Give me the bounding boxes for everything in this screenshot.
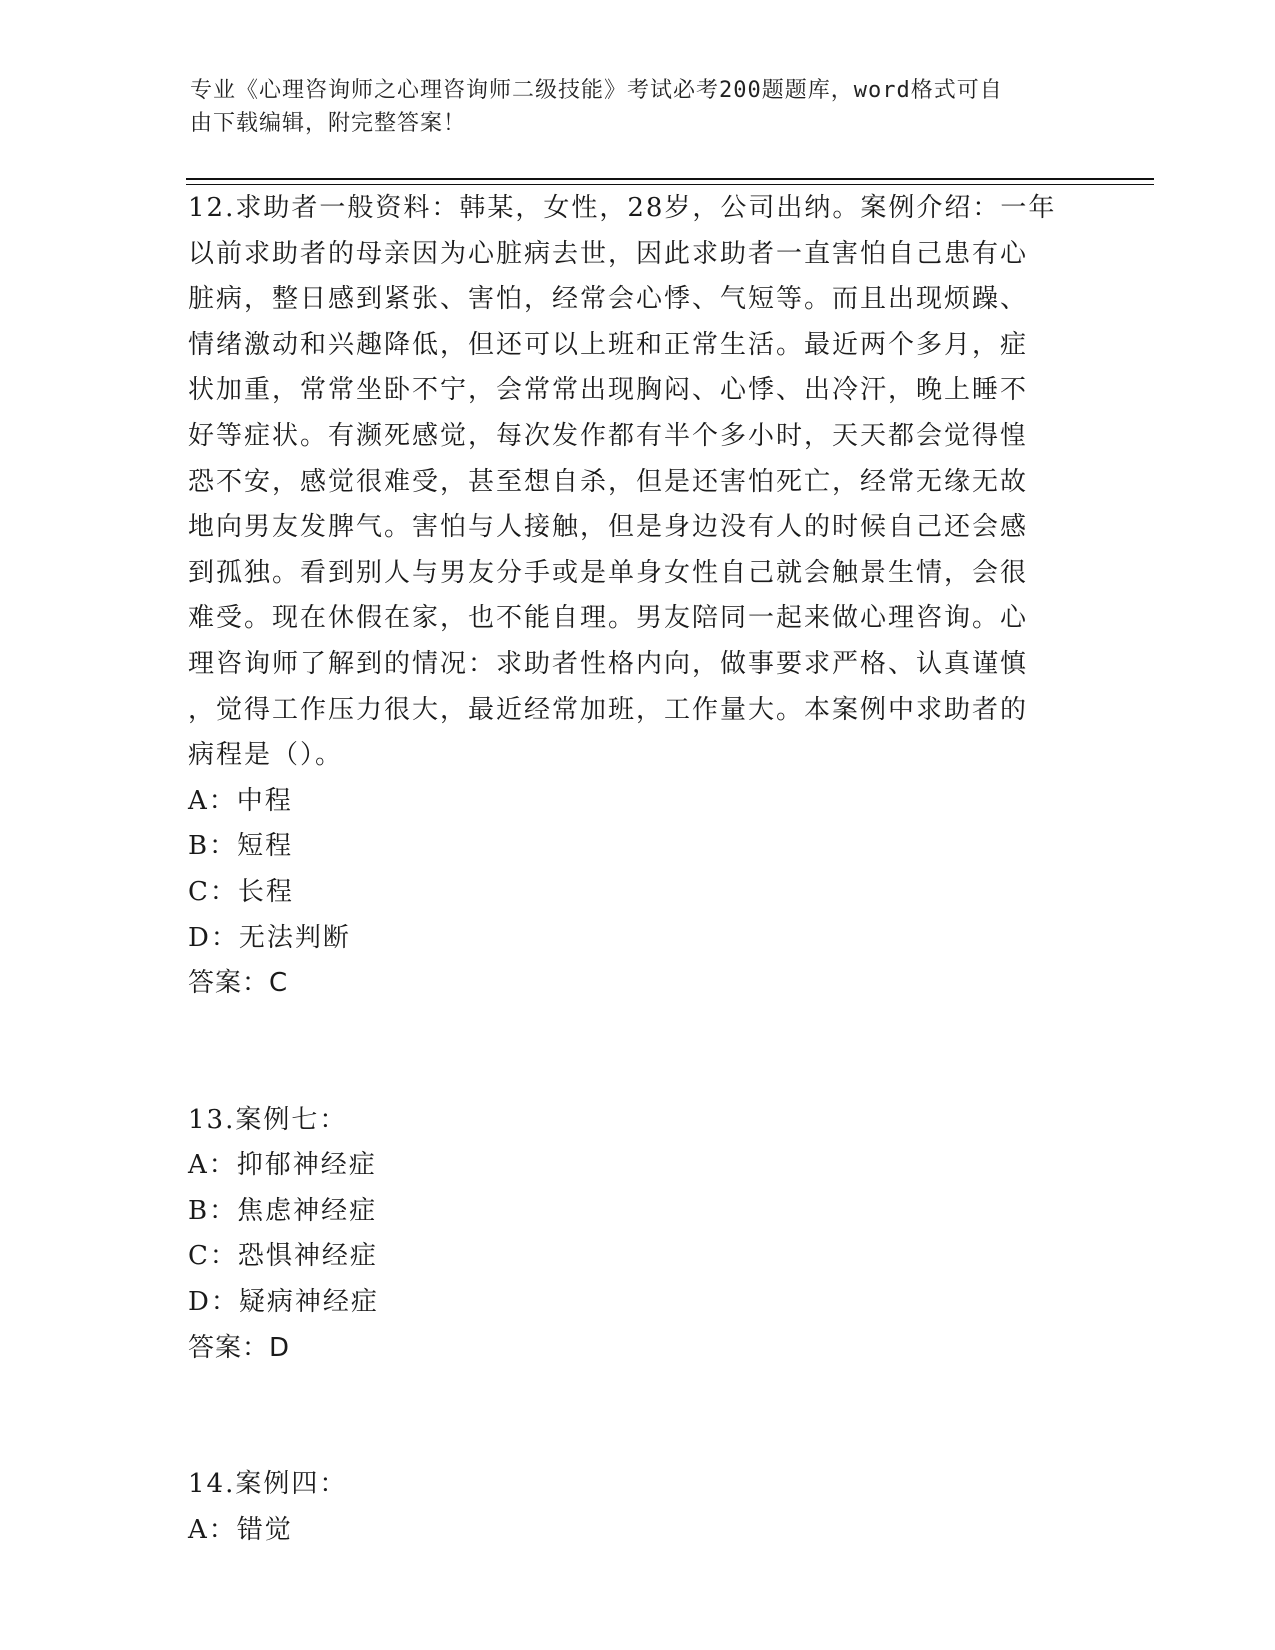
question-stem-line: 理咨询师了解到的情况：求助者性格内向，做事要求严格、认真谨慎 [188, 648, 1029, 679]
question-12 [188, 186, 1093, 1007]
question-14 [188, 1462, 1093, 1553]
answer-line: 答案：C [188, 968, 289, 999]
option-a: A：中程 [188, 785, 293, 816]
option-a: A：错觉 [188, 1514, 293, 1545]
option-b: B：焦虑神经症 [188, 1195, 378, 1226]
question-stem-line: 恐不安，感觉很难受，甚至想自杀，但是还害怕死亡，经常无缘无故 [188, 466, 1029, 497]
option-d: D：无法判断 [188, 922, 351, 953]
header-divider-thin [186, 184, 1154, 185]
question-stem-line: 到孤独。看到别人与男友分手或是单身女性自己就会触景生情，会很 [188, 557, 1029, 588]
option-c: C：恐惧神经症 [188, 1241, 378, 1272]
header-line-2: 由下载编辑，附完整答案！ [190, 111, 467, 136]
answer-line: 答案：D [188, 1332, 291, 1363]
header-line-1: 专业《心理咨询师之心理咨询师二级技能》考试必考200题题库，word格式可自 [190, 78, 1003, 103]
question-stem-line: 地向男友发脾气。害怕与人接触，但是身边没有人的时候自己还会感 [188, 512, 1029, 543]
question-list [188, 186, 1093, 1553]
question-spacer [188, 1371, 1093, 1462]
question-stem-line: 13.案例七： [188, 1104, 348, 1135]
question-stem-line: 情绪激动和兴趣降低，但还可以上班和正常生活。最近两个多月，症 [188, 329, 1029, 360]
question-stem-line: 脏病，整日感到紧张、害怕，经常会心悸、气短等。而且出现烦躁、 [188, 284, 1029, 315]
question-stem-line: 12.求助者一般资料：韩某，女性，28岁，公司出纳。案例介绍：一年 [188, 193, 1057, 223]
question-13 [188, 1098, 1093, 1372]
option-b: B：短程 [188, 831, 294, 862]
question-stem-line: 以前求助者的母亲因为心脏病去世，因此求助者一直害怕自己患有心 [188, 238, 1029, 269]
question-spacer [188, 1007, 1093, 1098]
question-stem-line: ，觉得工作压力很大，最近经常加班，工作量大。本案例中求助者的 [188, 694, 1029, 725]
question-stem-line: 状加重，常常坐卧不宁，会常常出现胸闷、心悸、出冷汗，晚上睡不 [188, 375, 1029, 406]
question-stem-line: 难受。现在休假在家，也不能自理。男友陪同一起来做心理咨询。心 [188, 603, 1029, 634]
option-c: C：长程 [188, 876, 294, 907]
option-d: D：疑病神经症 [188, 1287, 379, 1318]
question-stem-line: 好等症状。有濒死感觉，每次发作都有半个多小时，天天都会觉得惶 [188, 420, 1029, 451]
header-divider-thick [186, 178, 1154, 180]
page-header [190, 74, 1070, 140]
question-stem-line: 14.案例四： [188, 1469, 348, 1500]
question-stem-line: 病程是（）。 [188, 740, 344, 771]
option-a: A：抑郁神经症 [188, 1150, 377, 1181]
